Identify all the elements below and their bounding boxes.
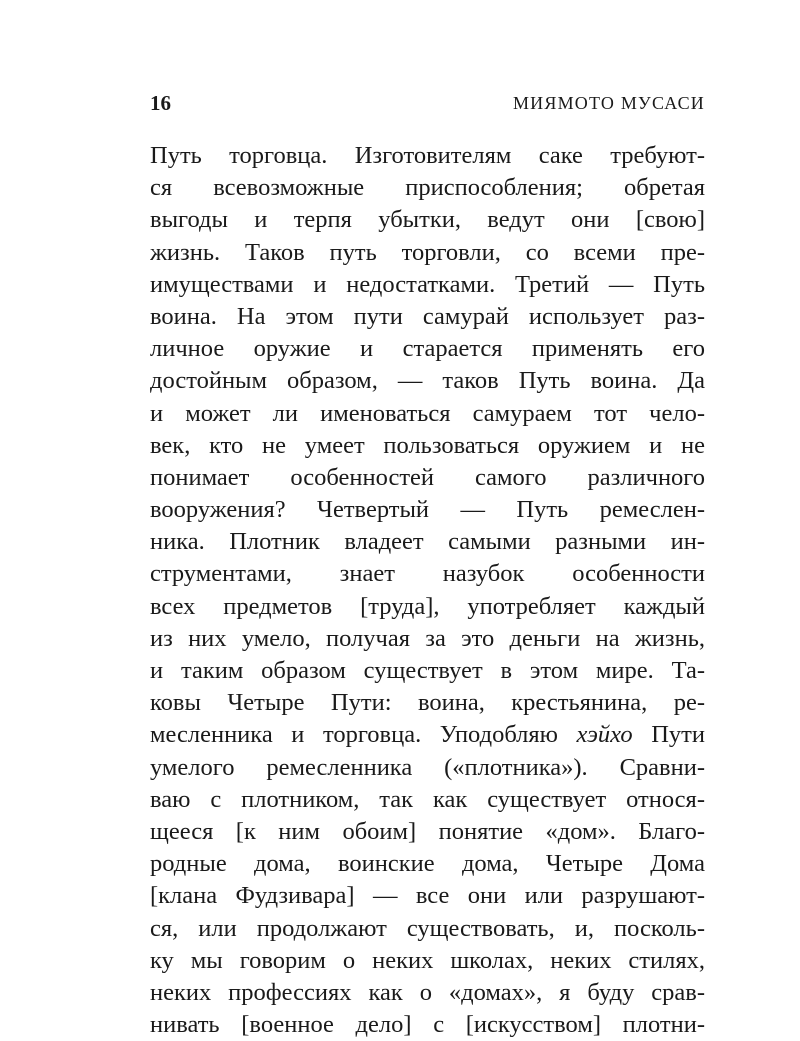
text-line: ку мы говорим о неких школах, неких стилях, xyxy=(150,946,705,974)
text-line: умелого ремесленника («плотника»). Сравни- xyxy=(150,753,705,781)
text-line-with-italic xyxy=(150,719,705,751)
text-line: и таким образом существует в этом мире. Та- xyxy=(150,657,705,684)
text-line: понимает особенностей самого различного xyxy=(150,463,705,491)
text-line: ся всевозможные приспособления; обретая xyxy=(150,174,705,202)
text-line: личное оружие и старается применять его xyxy=(150,335,705,363)
text-line: достойным образом, — таков Путь воина. Да xyxy=(150,367,705,395)
body-text xyxy=(150,140,705,1041)
text-line: из них умело, получая за это деньги на жизнь, xyxy=(150,624,705,652)
text-line: [клана Фудзивара] — все они или разрушают- xyxy=(150,882,705,910)
text-line-end: Пути xyxy=(632,721,705,749)
text-line: струментами, знает назубок особенности xyxy=(150,560,705,588)
italic-term: хэйхо xyxy=(576,721,633,749)
text-line: нивать [военное дело] с [искусством] плотни- xyxy=(150,1011,705,1039)
text-line: и может ли именоваться самураем тот чело- xyxy=(150,399,705,427)
text-line: неких профессиях как о «домах», я буду срав- xyxy=(150,978,705,1006)
text-line: щееся [к ним обоим] понятие «дом». Благо- xyxy=(150,817,705,845)
text-line: век, кто не умеет пользоваться оружием и не xyxy=(150,431,705,459)
text-line: ковы Четыре Пути: воина, крестьянина, ре- xyxy=(150,689,705,717)
text-line: всех предметов [труда], употребляет каждый xyxy=(150,592,705,620)
text-line: ника. Плотник владеет самыми разными ин- xyxy=(150,528,705,556)
text-line: Путь торговца. Изготовителям саке требуют- xyxy=(150,142,705,169)
page-number: 16 xyxy=(150,91,171,115)
text-line: жизнь. Таков путь торговли, со всеми пре- xyxy=(150,238,705,266)
text-line-start: месленника и торговца. Уподобляю xyxy=(150,721,577,749)
text-line: имуществами и недостатками. Третий — Путь xyxy=(150,270,705,298)
text-line: родные дома, воинские дома, Четыре Дома xyxy=(150,850,705,878)
text-line: воина. На этом пути самурай использует раз- xyxy=(150,302,705,330)
page-header xyxy=(150,88,705,118)
text-line: ваю с плотником, так как существует относя- xyxy=(150,785,705,813)
running-head: МИЯМОТО МУСАСИ xyxy=(512,93,705,113)
text-line: вооружения? Четвертый — Путь ремеслен- xyxy=(150,496,705,524)
text-line: ся, или продолжают существовать, и, посколь- xyxy=(150,914,705,942)
text-line: выгоды и терпя убытки, ведут они [свою] xyxy=(150,206,705,234)
